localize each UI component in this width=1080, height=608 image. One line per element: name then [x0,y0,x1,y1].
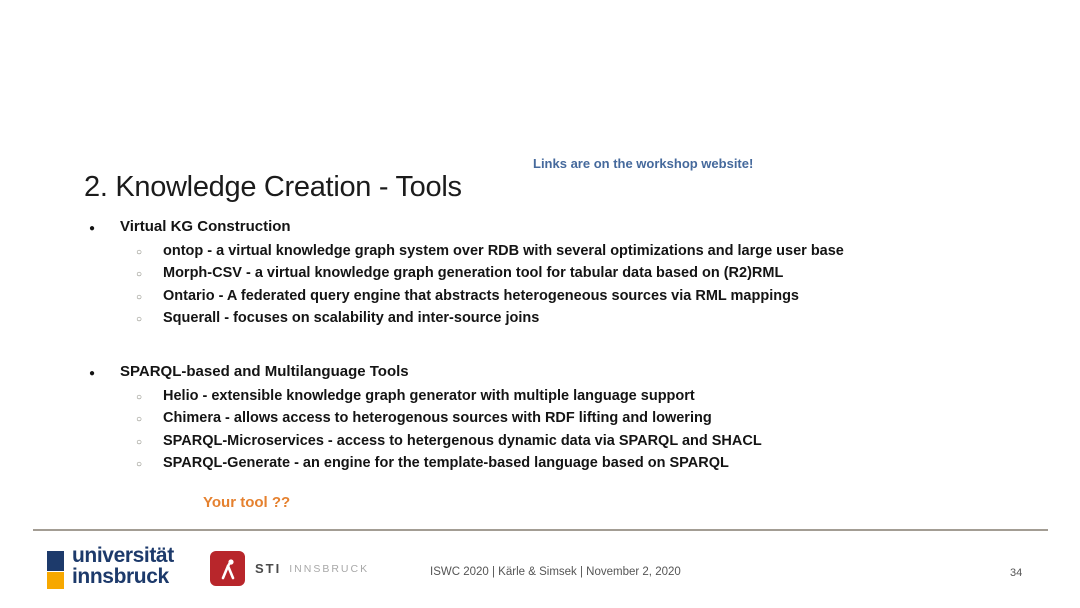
sti-logo-sublabel: INNSBRUCK [289,562,370,575]
uni-orange-square-icon [47,572,64,589]
list-item-text: SPARQL-Microservices - access to hetergenous dynamic data via SPARQL and SHACL [163,432,762,449]
bullet-group-sparql [84,361,1014,476]
page-number: 34 [1010,567,1023,579]
uni-navy-square-icon [47,551,64,571]
hollow-bullet-icon [84,408,163,430]
hollow-bullet-icon [84,386,163,408]
list-item [84,453,1014,475]
list-item [84,408,1014,430]
bullet-group-label: Virtual KG Construction [120,218,291,235]
sti-innsbruck-logo [210,551,369,586]
your-tool-callout: Your tool ?? [203,494,291,511]
footer-divider [33,529,1048,531]
uni-innsbruck-logo [47,545,174,589]
hollow-bullet-icon [84,308,163,330]
sti-logo-label: STI [255,561,282,576]
bullet-group-header [84,361,1014,384]
bullet-group-items [84,241,1014,331]
list-item-text: Ontario - A federated query engine that abstracts heterogeneous sources via RML mappings [163,287,799,304]
sti-person-icon [210,551,245,586]
hollow-bullet-icon [84,431,163,453]
list-item-text: Squerall - focuses on scalability and inter-source joins [163,310,540,327]
hollow-bullet-icon [84,453,163,475]
list-item [84,431,1014,453]
bullet-group-items [84,386,1014,476]
hollow-bullet-icon [84,263,163,285]
list-item [84,286,1014,308]
bullet-group-header [84,216,1014,239]
list-item-text: Chimera - allows access to heterogenous sources with RDF lifting and lowering [163,410,712,427]
uni-logo-squares-icon [47,551,64,589]
list-item-text: SPARQL-Generate - an engine for the template-based language based on SPARQL [163,455,729,472]
list-item [84,241,1014,263]
hollow-bullet-icon [84,286,163,308]
list-item [84,308,1014,330]
uni-logo-line1: universität [72,544,174,567]
page-title: 2. Knowledge Creation - Tools [84,171,462,204]
footer-credit: ISWC 2020 | Kärle & Simsek | November 2, 2020 [430,566,681,578]
filled-bullet-icon [84,216,120,239]
list-item [84,386,1014,408]
bullet-group-label: SPARQL-based and Multilanguage Tools [120,363,409,380]
list-item-text: Morph-CSV - a virtual knowledge graph generation tool for tabular data based on (R2)RML [163,265,784,282]
workshop-links-note: Links are on the workshop website! [533,156,754,171]
list-item [84,263,1014,285]
hollow-bullet-icon [84,241,163,263]
bullet-group-virtual-kg [84,216,1014,331]
filled-bullet-icon [84,361,120,384]
uni-logo-text [72,545,174,589]
uni-logo-line2: innsbruck [72,565,169,588]
list-item-text: ontop - a virtual knowledge graph system over RDB with several optimizations and large user base [163,243,844,259]
list-item-text: Helio - extensible knowledge graph generator with multiple language support [163,388,695,404]
